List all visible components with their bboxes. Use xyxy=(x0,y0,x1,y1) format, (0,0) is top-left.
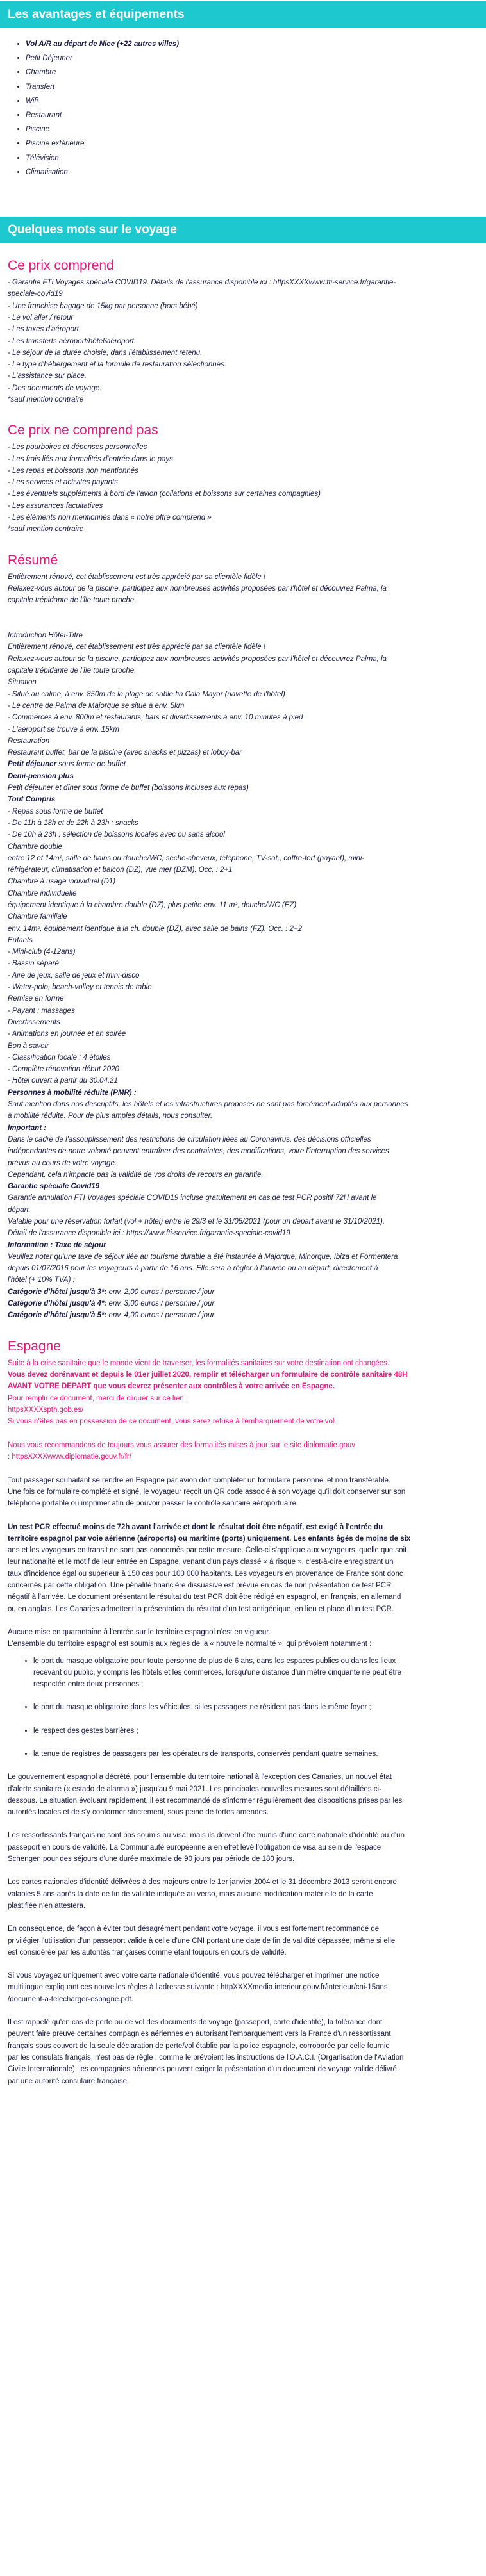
excluded-line: - Les repas et boissons non mentionnés xyxy=(8,466,138,475)
trip-content xyxy=(0,258,486,2087)
summary-line xyxy=(8,1298,478,1309)
espagne-line: français sous couvert de la seule déclaration de perte/vol établie par la police espagnole, corroborée par celle fournie xyxy=(8,2042,390,2050)
espagne-line: peuvent faire preuve certaines compagnies aériennes en autorisant l'embarquement vers la France d'un ressortissant xyxy=(8,2030,391,2039)
amenity-item: • Chambre xyxy=(26,65,486,79)
espagne-alert-line: Vous devez dorénavant et depuis le 01er juillet 2020, remplir et télécharger un formulaire de contrôle sanitaire 48H xyxy=(8,1370,408,1379)
included-line: *sauf mention contraire xyxy=(8,396,84,404)
espagne-pcr-paragraph xyxy=(8,1522,478,1615)
amenity-item: • Piscine xyxy=(26,122,486,136)
summary-line: Remise en forme xyxy=(8,995,64,1003)
summary-line: - Mini-club (4-12ans) xyxy=(8,948,76,956)
amenity-item: • Petit Déjeuner xyxy=(26,51,486,65)
summary-line: prévus au cours de votre voyage. xyxy=(8,1159,117,1167)
summary-line: depuis 01/07/2016 pour les voyageurs à partir de 16 ans. Elle sera à régler à l'arrivée ou au départ, directement à xyxy=(8,1265,378,1273)
espagne-line: Les ressortissants français ne sont pas soumis au visa, mais ils doivent être munis d'une carte nationale d'identité ou d'un xyxy=(8,1832,405,1840)
summary-line: Situation xyxy=(8,678,37,687)
excluded-line: - Les frais liés aux formalités d'entrée dans le pays xyxy=(8,455,173,463)
espagne-line: passeport en cours de validité. La Communauté européenne a en effet levé l'obligation de visa au sein de l'espace xyxy=(8,1843,381,1851)
amenity-item: • Climatisation xyxy=(26,165,486,179)
espagne-sanitary-alert xyxy=(8,1358,478,1428)
espagne-line: Le gouvernement espagnol a décrété, pour l'ensemble du territoire national à l'exception des Canaries, un nouvel état xyxy=(8,1773,392,1782)
excluded-line: - Les assurances facultatives xyxy=(8,502,103,510)
espagne-line: dessous. La situation évoluant rapidement, il est recommandé de s'informer régulièrement des dispositions prises par les xyxy=(8,1796,403,1805)
summary-line: - Water-polo, beach-volley et tennis de table xyxy=(8,983,152,992)
summary-line: - Complète rénovation début 2020 xyxy=(8,1065,119,1074)
espagne-line: Un test PCR effectué moins de 72h avant l'arrivée et dont le résultat doit être négatif, est exigé à l'entrée du xyxy=(8,1523,383,1531)
summary-line: - Repas sous forme de buffet xyxy=(8,807,103,816)
included-title: Ce prix comprend xyxy=(8,258,114,274)
espagne-line: ou en anglais. Les Canaries admettent la présentation du résultat d'un test antigénique, en lieu et place d'un test PCR. xyxy=(8,1605,394,1613)
excluded-line: - Les éléments non mentionnés dans « notre offre comprend » xyxy=(8,514,212,522)
excluded-title: Ce prix ne comprend pas xyxy=(8,423,158,438)
summary-line: - Bassin séparé xyxy=(8,960,59,968)
summary-line: Enfants xyxy=(8,936,33,944)
espagne-quarantine-paragraph xyxy=(8,1627,478,1650)
summary-line: - De 10h à 23h : sélection de boissons locales avec ou sans alcool xyxy=(8,831,225,839)
espagne-rule-line: • la tenue de registres de passagers par les opérateurs de transports, conservés pendant quatre semaines. xyxy=(33,1750,378,1758)
summary-line: Garantie spéciale Covid19 xyxy=(8,1183,100,1191)
summary-line: Chambre familiale xyxy=(8,913,67,921)
summary-line: Introduction Hôtel-Titre xyxy=(8,632,83,640)
summary-line: Cependant, cela n'impacte pas la validité de vos droits de recours en garantie. xyxy=(8,1170,264,1179)
espagne-alert-line: Si vous n'êtes pas en possession de ce document, vous serez refusé à l'embarquement de votre vol. xyxy=(8,1418,337,1426)
espagne-line: est considérée par les autorités françaises comme étant toujours en cours de validité. xyxy=(8,1948,287,1957)
included-line: - Le type d'hébergement et la formule de restauration sélectionnés. xyxy=(8,361,227,369)
espagne-line: téléphone portable ou imprimer afin de pouvoir passer le contrôle sanitaire aéroportuaire. xyxy=(8,1500,299,1508)
summary-line: Bon à savoir xyxy=(8,1042,49,1050)
espagne-line: leur nationalité et le motif de leur entrée en Espagne, venant d'un pays classé « à risque », c'est-à-dire enregistrant un xyxy=(8,1558,394,1566)
espagne-alert-line: httpsXXXXspth.gob.es/ xyxy=(8,1406,84,1414)
espagne-rule-item xyxy=(33,1655,478,1691)
summary-line: entre 12 et 14m², salle de bains ou douche/WC, sèche-cheveux, téléphone, TV-sat., coffre-fort (payant), mini- xyxy=(8,854,365,862)
espagne-passport-paragraph xyxy=(8,1923,478,1958)
espagne-rule-line: recevant du public, y compris les hôtels et les commerces, lorsqu'une distance d'un mètre cinquante ne peut être xyxy=(33,1668,401,1677)
summary-line: Personnes à mobilité réduite (PMR) : xyxy=(8,1088,137,1097)
espagne-line: ans et les voyageurs en transit ne sont pas concernés par cette mesure. Celle-ci s'applique aux voyageurs, quelle que soit xyxy=(8,1546,407,1555)
espagne-line: concernés par cette obligation. Une pénalité financière dissuasive est prévue en cas de non présentation de test PCR xyxy=(8,1582,392,1590)
espagne-line: privilégier l'utilisation d'un passeport valide à celle d'une CNI portant une date de fin de validité dépassée, même si elle xyxy=(8,1937,396,1945)
summary-title: Résumé xyxy=(8,552,58,568)
espagne-rule-line: • le port du masque obligatoire dans les véhicules, si les passagers ne résident pas dans le même foyer ; xyxy=(33,1703,371,1712)
summary-line: - Animations en journée et en soirée xyxy=(8,1030,126,1038)
excluded-line: - Les éventuels suppléments à bord de l'avion (collations et boissons sur certaines compagnies) xyxy=(8,490,321,498)
summary-line-bold: Petit déjeuner xyxy=(8,760,57,769)
espagne-recommend-line: : httpsXXXXwww.diplomatie.gouv.fr/fr/ xyxy=(8,1453,131,1461)
summary-line xyxy=(8,618,478,630)
summary-line: - Situé au calme, à env. 850m de la plage de sable fin Cala Mayor (navette de l'hôtel) xyxy=(8,690,285,698)
summary-line-bold: Catégorie d'hôtel jusqu'à 3*: xyxy=(8,1288,107,1296)
espagne-alert-line: Pour remplir ce document, merci de cliquer sur ce lien : xyxy=(8,1394,189,1402)
summary-line: Chambre individuelle xyxy=(8,889,77,898)
summary-line-bold: Catégorie d'hôtel jusqu'à 5*: xyxy=(8,1311,107,1320)
summary-line: Petit déjeuner et dîner sous forme de buffet (boissons incluses aux repas) xyxy=(8,784,249,792)
espagne-line: négatif à l'arrivée. Le document présentant le résultat du test PCR doit être rédigé en espagnol, en français, en allemand xyxy=(8,1593,401,1602)
summary-line: Sauf mention dans nos descriptifs, les hôtels et les infrastructures proposés ne sont pas forcément adaptés aux personnes xyxy=(8,1101,408,1109)
summary-line xyxy=(8,1286,478,1298)
espagne-loss-paragraph xyxy=(8,2017,478,2087)
summary-line: Demi-pension plus xyxy=(8,772,74,780)
excluded-line: - Les pourboires et dépenses personnelles xyxy=(8,443,147,452)
summary-line: Tout Compris xyxy=(8,796,56,804)
summary-line: indépendantes de notre volonté peuvent entraîner des contraintes, des modifications, voire l'interruption des services xyxy=(8,1147,389,1156)
summary-line: Information : Taxe de séjour xyxy=(8,1241,106,1249)
included-line: - Des documents de voyage. xyxy=(8,384,102,392)
amenity-item: • Transfert xyxy=(26,80,486,94)
summary-line: Entièrement rénové, cet établissement est très apprécié par sa clientèle fidèle ! xyxy=(8,573,266,581)
included-line: - Une franchise bagage de 15kg par personne (hors bébé) xyxy=(8,302,198,310)
espagne-line: autorités locales et de s'y conformer strictement, sous peine de fortes amendes. xyxy=(8,1809,269,1817)
summary-line: réfrigérateur, climatisation et balcon (DZ), vue mer (DZM). Occ. : 2+1 xyxy=(8,866,233,874)
excluded-list xyxy=(8,441,478,535)
espagne-line: plastifiée n'en attestera. xyxy=(8,1901,86,1910)
espagne-line: Aucune mise en quarantaine à l'entrée sur le territoire espagnol n'est en vigueur. xyxy=(8,1628,271,1636)
summary-line: Valable pour une réservation forfait (vol + hôtel) entre le 29/3 et le 31/05/2021 (pour un départ avant le 31/10/2021). xyxy=(8,1218,385,1226)
summary-line: l'hôtel (+ 10% TVA) : xyxy=(8,1276,75,1284)
amenity-item: • Télévision xyxy=(26,151,486,165)
summary-line: capitale trépidante de l'île toute proche. xyxy=(8,596,137,605)
espagne-rule-item xyxy=(33,1725,478,1737)
summary-line: à mobilité réduite. Pour de plus amples détails, nous consulter. xyxy=(8,1112,213,1120)
summary-line-rest: sous forme de buffet xyxy=(56,760,126,769)
summary-line: - Payant : massages xyxy=(8,1006,75,1015)
included-line: - Le séjour de la durée choisie, dans l'établissement retenu. xyxy=(8,349,203,357)
summary-line: capitale trépidante de l'île toute proche. xyxy=(8,667,137,675)
espagne-rule-line: • le port du masque obligatoire pour toute personne de plus de 6 ans, dans les espaces publics ou dans les lieux xyxy=(33,1657,396,1665)
espagne-line: par les consulats français, n'est pas de règle : comme le prévoient les instructions de l'O.A.C.I. (Organisation de l'Aviation xyxy=(8,2053,404,2062)
summary-line: Restaurant buffet, bar de la piscine (avec snacks et pizzas) et lobby-bar xyxy=(8,749,242,757)
espagne-line: Si vous voyagez uniquement avec votre carte nationale d'identité, vous pouvez télécharger et imprimer une notice xyxy=(8,1972,380,1980)
summary-line: équipement identique à la chambre double (DZ), plus petite env. 11 m², douche/WC (EZ) xyxy=(8,901,297,909)
summary-line: - Aire de jeux, salle de jeux et mini-disco xyxy=(8,971,140,980)
summary-line: départ. xyxy=(8,1206,31,1214)
espagne-line: Il est rappelé qu'en cas de perte ou de vol des documents de voyage (passeport, carte d'identité), la tolérance dont xyxy=(8,2019,383,2027)
summary-line: - Le centre de Palma de Majorque se situe à env. 5km xyxy=(8,701,185,710)
espagne-line: Tout passager souhaitant se rendre en Espagne par avion doit compléter un formulaire personnel et non transférable. xyxy=(8,1476,391,1484)
summary-line: - Hôtel ouvert à partir du 30.04.21 xyxy=(8,1077,118,1085)
summary-line: Important : xyxy=(8,1124,47,1132)
espagne-line: /document-a-telecharger-espagne.pdf. xyxy=(8,1995,133,2003)
included-line: speciale-covid19 xyxy=(8,290,63,299)
summary-line: Relaxez-vous autour de la piscine, participez aux nombreuses activités proposées par l'hôtel et découvrez Palma, la xyxy=(8,655,387,663)
espagne-line: Civile Internationale), les compagnies aériennes peuvent exiger la présentation d'un document de voyage valide délivré xyxy=(8,2065,397,2074)
included-line: - Les taxes d'aéroport. xyxy=(8,325,81,334)
section-header-advantages: Les avantages et équipements xyxy=(0,1,486,28)
summary-line: Divertissements xyxy=(8,1018,60,1026)
section-header-trip: Quelques mots sur le voyage xyxy=(0,217,486,243)
espagne-rule-item xyxy=(33,1702,478,1713)
summary-line: Relaxez-vous autour de la piscine, participez aux nombreuses activités proposées par l'hôtel et découvrez Palma, la xyxy=(8,584,387,593)
summary-line: Détail de l'assurance disponible ici : https://www.fti-service.fr/garantie-speciale-covid19 xyxy=(8,1229,290,1238)
espagne-visa-paragraph xyxy=(8,1830,478,1865)
amenity-item: • Wifi xyxy=(26,94,486,108)
espagne-line: taux d'incidence égal ou supérieur à 150 cas pour 100 000 habitants. Les voyageurs en provenance de France sont donc xyxy=(8,1570,403,1578)
included-line: - Le vol aller / retour xyxy=(8,313,74,322)
espagne-alert-line: Suite à la crise sanitaire que le monde vient de traverser, les formalités sanitaires sur votre destination ont changées. xyxy=(8,1359,390,1367)
amenity-item: • Restaurant xyxy=(26,108,486,122)
included-line: - Les transferts aéroport/hôtel/aéroport. xyxy=(8,337,137,345)
espagne-recommend-line: Nous vous recommandons de toujours vous assurer des formalités mises à jour sur le site diplomatie.gouv xyxy=(8,1441,356,1449)
summary-line: Entièrement rénové, cet établissement est très apprécié par sa clientèle fidèle ! xyxy=(8,643,266,652)
summary-line xyxy=(8,1309,478,1321)
summary-line xyxy=(8,607,478,618)
summary-line: - Commerces à env. 800m et restaurants, bars et divertissements à env. 10 minutes à pied xyxy=(8,714,303,722)
espagne-alert-paragraph xyxy=(8,1771,478,1818)
espagne-rules-list xyxy=(8,1655,478,1760)
included-list xyxy=(8,277,478,406)
summary-line-bold: Catégorie d'hôtel jusqu'à 4*: xyxy=(8,1300,107,1308)
summary-line-rest: env. 3,00 euros / personne / jour xyxy=(106,1300,215,1308)
espagne-form-paragraph xyxy=(8,1475,478,1510)
summary-line-rest: env. 2,00 euros / personne / jour xyxy=(106,1288,215,1296)
espagne-rule-line: respectée entre deux personnes ; xyxy=(33,1680,144,1689)
included-line: - L'assistance sur place. xyxy=(8,372,87,381)
espagne-line: d'alerte sanitaire (« estado de alarma ») jusqu'au 9 mai 2021. Les principales nouvelles mesures sont détaillées ci- xyxy=(8,1785,381,1793)
summary-line: Restauration xyxy=(8,737,50,745)
excluded-line: - Les services et activités payants xyxy=(8,479,118,487)
espagne-recommendation xyxy=(8,1440,478,1463)
espagne-rule-item xyxy=(33,1748,478,1760)
espagne-line: par une autorité consulaire française. xyxy=(8,2077,130,2085)
summary-line: Dans le cadre de l'assouplissement des restrictions de circulation liées au Coronavirus, des décisions officielles xyxy=(8,1135,371,1144)
espagne-line: Les cartes nationales d'identité délivrées à des majeurs entre le 1er janvier 2004 et le 31 décembre 2013 seront encore xyxy=(8,1878,397,1887)
espagne-line: territoire espagnol par voie aérienne (aéroports) ou maritime (ports) uniquement. Les enfants âgés de moins de six xyxy=(8,1534,411,1543)
summary-line: Chambre double xyxy=(8,842,63,851)
espagne-line: multilingue expliquant ces nouvelles règles à l'adresse suivante : httpXXXXmedia.interieur.gouv.fr/interieur/cni-15ans xyxy=(8,1983,388,1992)
summary-line xyxy=(8,759,478,770)
summary-line: env. 14m², équipement identique à la ch. double (DZ), avec salle de bains (FZ). Occ. : 2+2 xyxy=(8,924,303,933)
summary-line: - Classification locale : 4 étoiles xyxy=(8,1053,111,1062)
page xyxy=(0,1,486,2087)
espagne-notice-paragraph xyxy=(8,1970,478,2005)
espagne-line: valables 5 ans après la date de fin de validité indiquée au verso, mais aucune modification matérielle de la carte xyxy=(8,1890,373,1898)
espagne-title: Espagne xyxy=(8,1338,61,1354)
espagne-id-paragraph xyxy=(8,1876,478,1912)
amenity-item: • Vol A/R au départ de Nice (+22 autres villes) xyxy=(26,37,486,51)
summary-line: - De 11h à 18h et de 22h à 23h : snacks xyxy=(8,819,138,827)
excluded-line: *sauf mention contraire xyxy=(8,525,84,534)
summary-line: Chambre à usage individuel (D1) xyxy=(8,878,116,886)
espagne-alert-line: AVANT VOTRE DEPART que vous devrez présenter aux contrôles à votre arrivée en Espagne. xyxy=(8,1382,335,1391)
amenity-item: • Piscine extérieure xyxy=(26,136,486,151)
summary-line: Veuillez noter qu'une taxe de séjour liée au tourisme durable a été instaurée à Majorque, Minorque, Ibiza et Formentera xyxy=(8,1252,398,1261)
espagne-line: En conséquence, de façon à éviter tout désagrément pendant votre voyage, il vous est fortement recommandé de xyxy=(8,1925,380,1933)
espagne-line: Une fois ce formulaire complété et signé, le voyageur reçoit un QR code associé à son voyage qu'il doit conserver sur son xyxy=(8,1488,406,1496)
espagne-line: Schengen pour des séjours d'une durée maximale de 90 jours par période de 180 jours. xyxy=(8,1855,295,1864)
summary-line: Garantie annulation FTI Voyages spéciale COVID19 incluse gratuitement en cas de test PCR positif 72H avant le xyxy=(8,1194,377,1202)
summary-line: - L'aéroport se trouve à env. 15km xyxy=(8,725,119,734)
espagne-rule-line: • le respect des gestes barrières ; xyxy=(33,1727,138,1735)
included-line: - Garantie FTI Voyages spéciale COVID19. Détails de l'assurance disponible ici : httpsXXXXwww.fti-service.fr/garantie- xyxy=(8,279,396,287)
summary-body xyxy=(8,571,478,1322)
espagne-line: L'ensemble du territoire espagnol est soumis aux règles de la « nouvelle normalité », qui prévoient notamment : xyxy=(8,1640,372,1648)
summary-line-rest: env. 4,00 euros / personne / jour xyxy=(106,1311,215,1320)
amenities-list xyxy=(0,37,486,179)
